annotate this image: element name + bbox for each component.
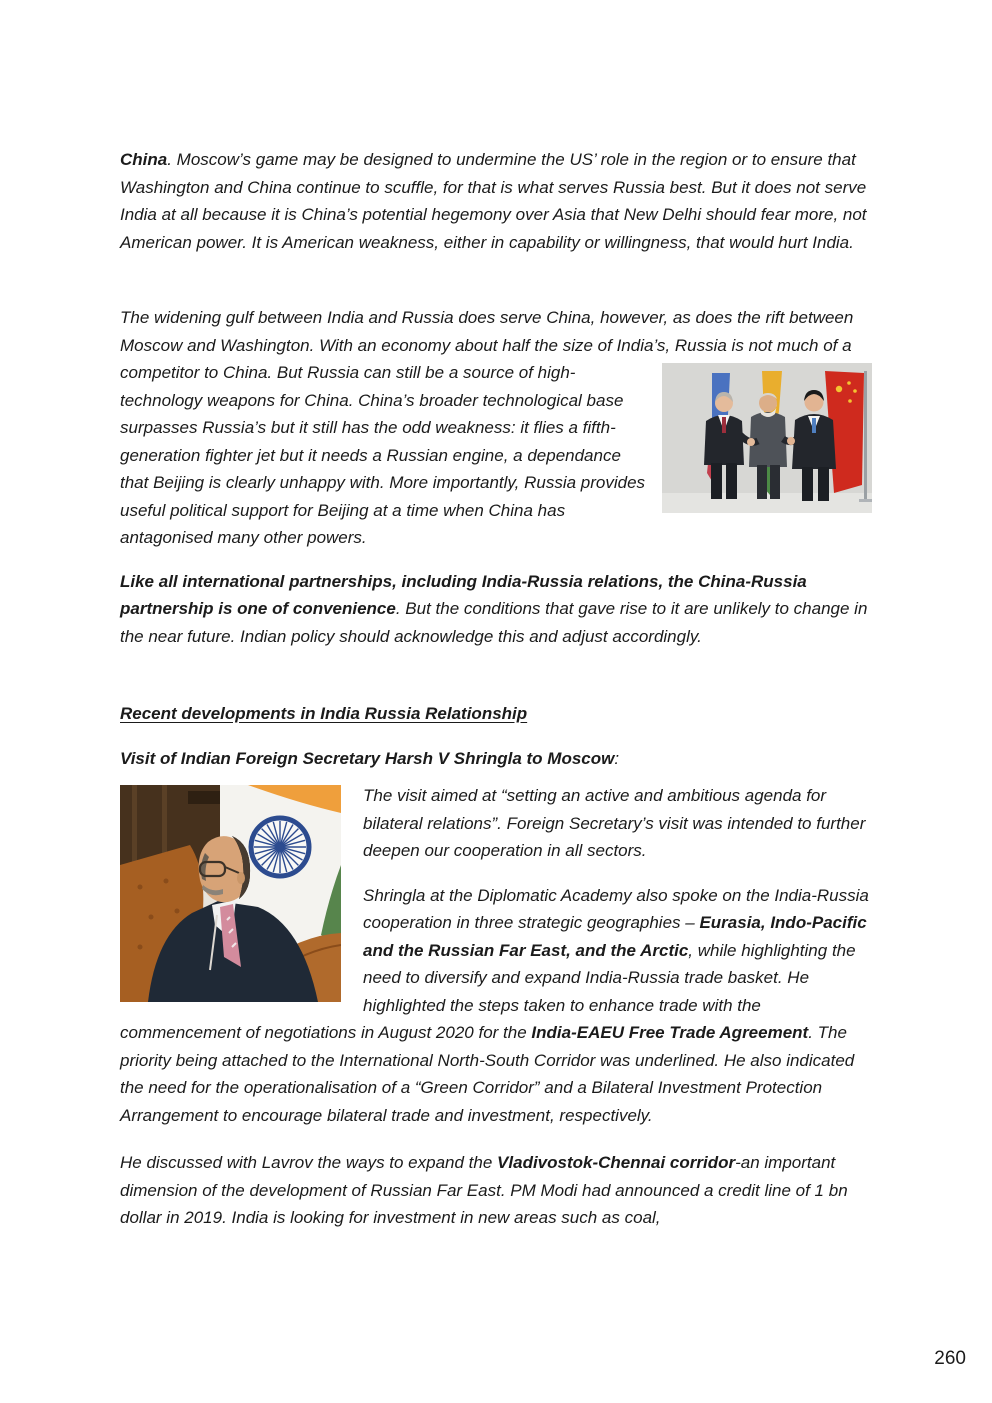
paragraph-lavrov — [120, 1149, 872, 1232]
p1-lead-bold: China — [120, 150, 168, 169]
p4-bold-corridor: Vladivostok-Chennai corridor — [497, 1153, 736, 1172]
v2-pre: Shringla at the Diplomatic Academy also spoke on the India-Russia cooperation in three strategic geographies – — [363, 885, 869, 932]
subheading-colon: : — [614, 748, 620, 768]
v2-post: . The priority being attached to the International North-South Corridor was underlined. He also indicated the need for the operationalisation of a “Green Corridor” and a Bilateral Investment Protection Arrangement to encourage bilateral trade and investment, respectively. — [120, 1023, 855, 1125]
page-content — [120, 146, 872, 1232]
page-number: 260 — [934, 1348, 966, 1369]
p3-lead-bold: Like all international partnerships, including India-Russia relations, the China-Russia partnership is one of convenience — [120, 571, 807, 618]
v2-bold-geographies: Eurasia, Indo-Pacific and the Russian Far East, and the Arctic — [363, 913, 867, 960]
p4-pre: He discussed with Lavrov the ways to expand the — [120, 1153, 498, 1172]
visit-section — [120, 782, 872, 1146]
v2-mid: , while highlighting the need to diversify and expand India-Russia trade basket. He highlighted the steps taken to enhance trade with the commencement of negotiations in August 2020 for the — [120, 940, 856, 1042]
paragraph-china — [120, 146, 872, 256]
sub-heading — [120, 745, 872, 773]
section-heading: Recent developments in India Russia Relationship — [120, 704, 528, 723]
subheading-text: Visit of Indian Foreign Secretary Harsh V Shringla to Moscow — [120, 748, 615, 768]
p3-text: . But the conditions that gave rise to it are unlikely to change in the near future. Indian policy should acknowledge this and adjust accordingly. — [120, 599, 868, 646]
putin-modi-xi-photo — [662, 363, 872, 513]
shringla-photo-graphic — [120, 785, 341, 1002]
visit-paragraph-1: The visit aimed at “setting an active and ambitious agenda for bilateral relations”. Foreign Secretary’s visit was intended to further deepen our cooperation in all sectors. — [363, 786, 866, 860]
harsh-shringla-photo — [120, 785, 341, 1002]
paragraph-widening-gulf — [120, 304, 872, 552]
p2-intro-text: The widening gulf between India and Russia does serve China, however, as does the rift between Moscow and Washington. With an economy about half the size of India’s, Russia is — [120, 308, 854, 355]
p1-text: . Moscow’s game may be designed to undermine the US’ role in the region or to ensure that Washington and China continue to scuffle, for that is what serves Russia best. But it does not serve India at all because it is China’s potential hegemony over Asia that New Delhi should fear more, not American power. It is American weakness, either in capability or willingness, that would hurt India. — [120, 150, 867, 252]
p4-post: -an important dimension of the development of Russian Far East. PM Modi had announced a credit line of 1 bn dollar in 2019. India is looking for investment in new areas such as coal, — [120, 1153, 848, 1227]
paragraph-partnership — [120, 568, 872, 651]
p2-wrapped-text: not much of a competitor to China. But Russia can still be a source of high-technology weapons for China. China’s broader technological base surpasses Russia’s but it still has the odd weakness: it flies a fifth-generation fighter jet but it needs a Russian engine, a dependance that Beijing is clearly unhappy with. More importantly, Russia provides useful political support for Beijing at a time when China has antagonised many other powers. — [120, 335, 852, 547]
v2-bold-agreement: India-EAEU Free Trade Agreement — [531, 1023, 809, 1042]
trilateral-photo-graphic — [662, 363, 872, 513]
